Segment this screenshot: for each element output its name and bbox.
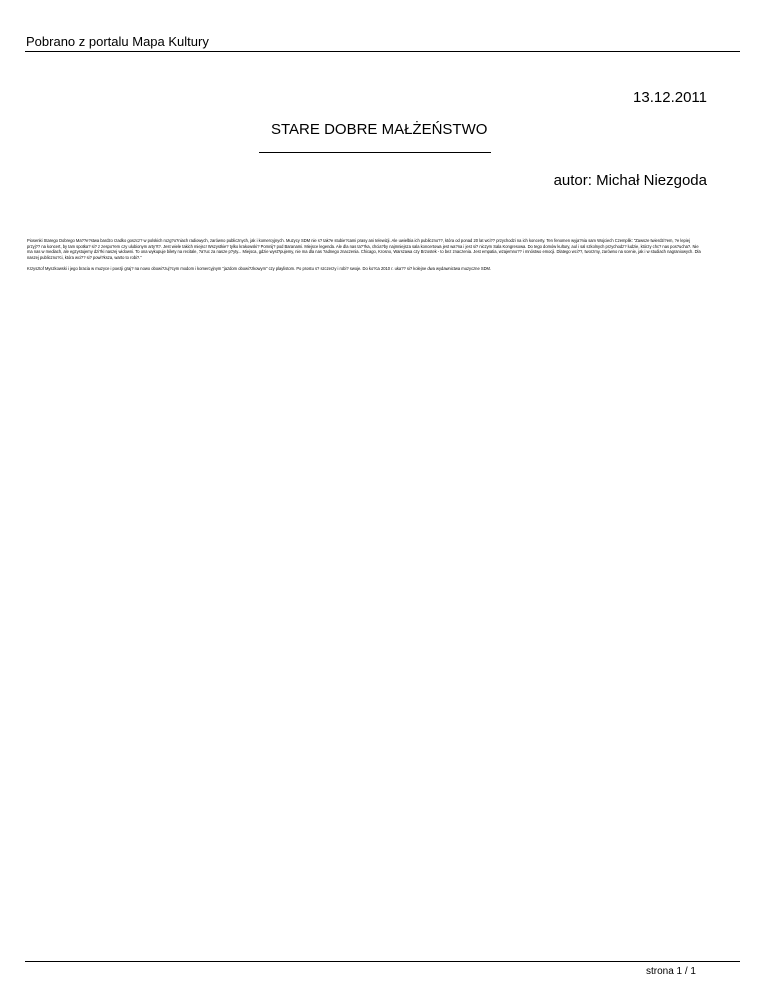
article-paragraph-1: Piosenki Starego Dobrego Ma??e?stwa bardzo rzadko goszcz? w polskich rozg?o?niach radiowych, zarówno publicznych, jak i komercyjnych. Muzycy SDM nie s? tak?e stubie?cami prasy ani telewizji. Ale uwielbia ich publiczno??, która od ponad 20 lat wci?? przychodzi na ich koncerty. Ten fenomen wyja?nia sam Wojciech Czemplik: "Zawsze twierdzi?em, ?e lepiej przyj?? na koncert, by tam spotka? si? z zespo?em czy ulubionym arty?t?. Jest wiele takich miejsc! Wszystkie? tylko krakowski? Pomnij? pod Baranami. Miejsce legenda. Ale dla nas ta??ka, chcia?by najmniejsza sala koncertowa jest wa?na i jest si? niczym Sala Kongresowa. Do tego domów kultury, aul i sal szkolnych przychodz? ludzie, którzy chc? nas pos?ucha?. Nie ma nas w mediach, ale egzystujemy dzi?ki naszej widowni. To ona wykupuje bilety na recitale, ?a?uc za nasze p?yty... Miejsca, gdzie wyst?pujemy, nie ma dla nas ?adnego znaczenia. Chicago, Krosno, Warszawa czy Brzostek - to bez znaczenia. Jest empatia, wzajemno?? i mnóstwo emocji. Dlatego wci??, tworzmy, zarówno na scenie, jak i w studiach nagraniowych. Dla naszej publiczno?ci, która wci?? si? powi?ksza, warto to robi?." — [27, 238, 701, 260]
article-title: STARE DOBRE MAŁŻEŃSTWO — [271, 121, 488, 138]
portal-source-header: Pobrano z portalu Mapa Kultury — [26, 34, 209, 49]
header-divider — [25, 51, 740, 52]
footer-divider — [25, 961, 740, 962]
article-body — [27, 238, 703, 278]
article-author: autor: Michał Niezgoda — [553, 172, 707, 189]
page-number: strona 1 / 1 — [645, 966, 696, 977]
title-underline — [259, 152, 491, 153]
article-date: 13.12.2011 — [633, 89, 707, 106]
article-paragraph-2: Krzysztof Myszkowski i jego bracia w muzyce i poezji graj? na nowo obowi?zuj?cym modom i komercyjnym "jazdom obowi?zkowym" czy playlistom. Po prostu s? szczerzy i robi? swoje. Do ko?ca 2010 r. uka?? si? kolejne dwa wydawnictwa muzyczne SDM. — [27, 266, 492, 272]
